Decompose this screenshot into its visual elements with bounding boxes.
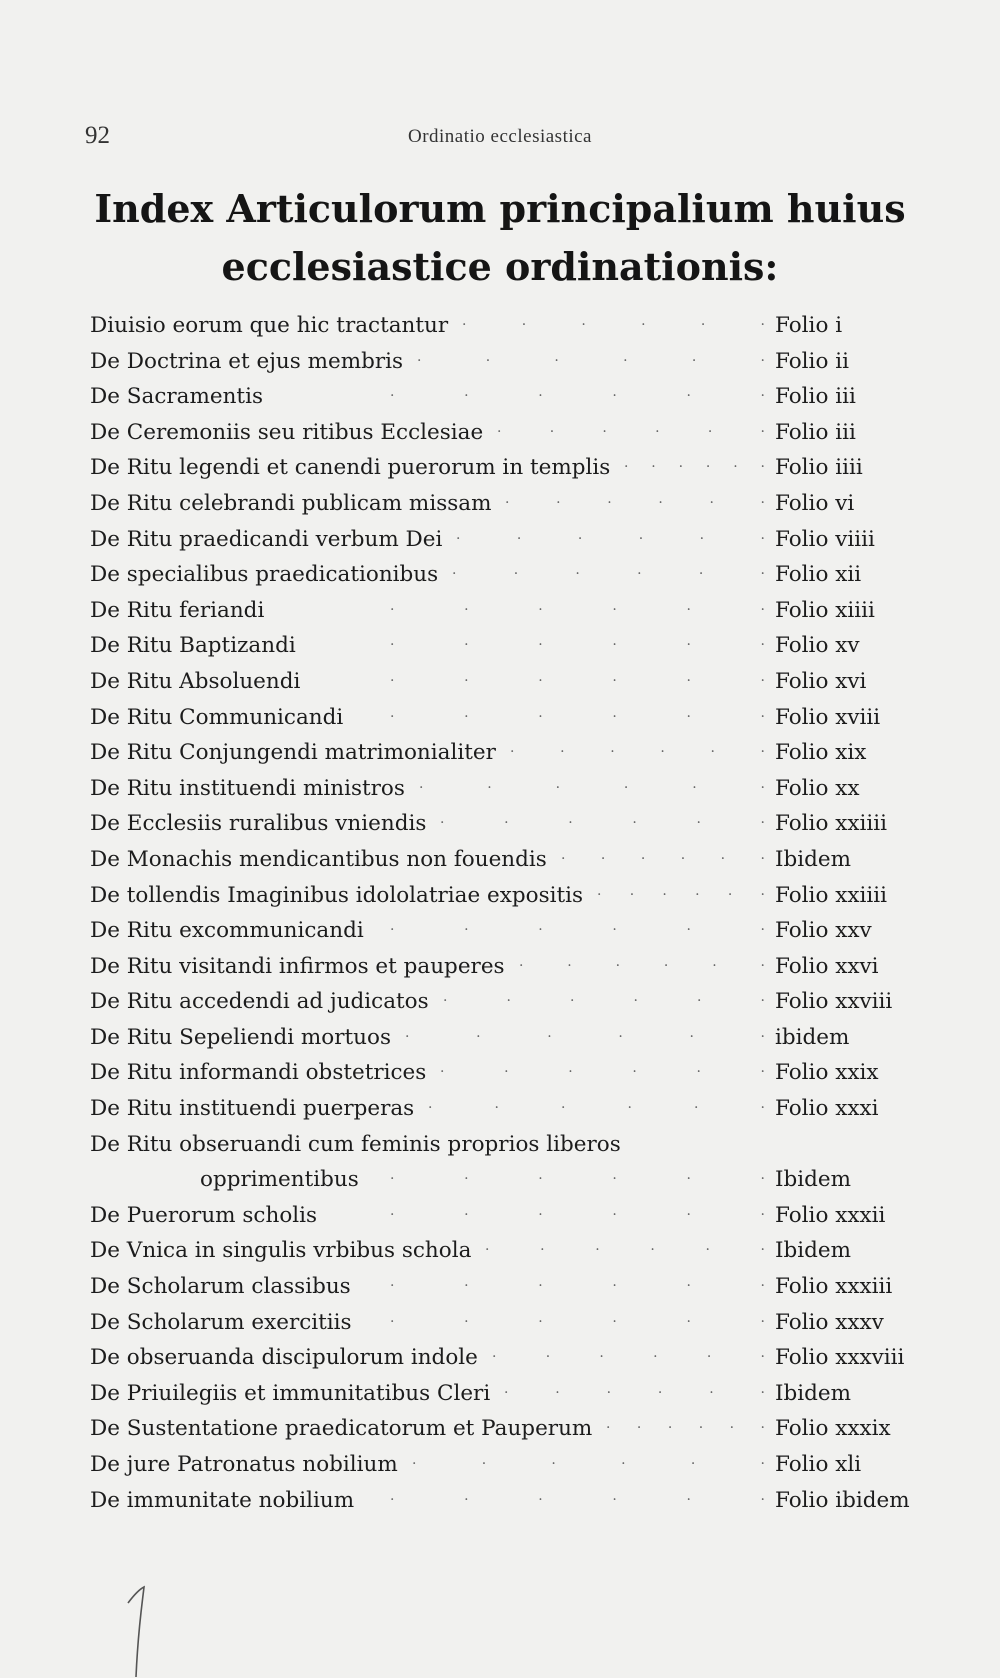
entry-title: De Scholarum exercitiis [90,1309,352,1335]
index-title [60,180,940,296]
entry-folio: Folio xx [775,775,860,801]
leader-dots: · · · · · · [390,1171,765,1188]
leader-dots: · · · · · · [504,1384,765,1401]
entry-folio: Folio ii [775,348,849,374]
entry-folio: Folio xxiiii [775,811,887,837]
index-entry [90,664,930,700]
index-entry [90,344,930,380]
entry-title: De Ritu informandi obstetrices [90,1060,427,1086]
leader-dots: · · · · · · [497,423,765,440]
page-number: 92 [85,122,110,149]
entry-title: De Ritu Communicandi [90,704,344,730]
entry-title: De Doctrina et ejus membris [90,348,404,374]
index-entry [90,1127,930,1163]
entry-title: De immunitate nobilium [90,1487,355,1513]
leader-dots: · · · · · · [505,494,765,511]
index-entry [90,557,930,593]
leader-dots: · · · · · · [390,1278,765,1295]
leader-dots: · · · · · · [519,957,765,974]
index-entry [90,1269,930,1305]
index-list [90,308,930,1518]
index-entry [90,522,930,558]
leader-dots: · · · · · · [440,815,765,832]
index-entry [90,1305,930,1341]
index-entry [90,450,930,486]
entry-folio: Folio iiii [775,455,863,481]
index-entry [90,878,930,914]
entry-title: De Priuilegiis et immunitatibus Cleri [90,1380,491,1406]
index-entry [90,379,930,415]
leader-dots: · · · · · · [405,1028,765,1045]
entry-folio: Folio xxvi [775,953,879,979]
entry-folio: Folio xiiii [775,597,875,623]
entry-folio: Ibidem [775,846,852,872]
entry-folio: Folio xxxviii [775,1345,905,1371]
index-entry [90,1340,930,1376]
entry-title: De Ecclesiis ruralibus vniendis [90,811,427,837]
leader-dots: · · · · · · [428,1100,765,1117]
page-header [0,122,1000,162]
index-entry [90,1091,930,1127]
entry-folio: Folio xix [775,740,867,766]
entry-title: De Ritu excommunicandi [90,918,364,944]
index-entry [90,1020,930,1056]
entry-folio: Folio iii [775,419,856,445]
entry-folio: Folio xxxi [775,1096,879,1122]
index-entry [90,486,930,522]
index-entry [90,1198,930,1234]
entry-title: De jure Patronatus nobilium [90,1452,398,1477]
entry-folio: Ibidem [775,1167,852,1193]
entry-folio: Folio xviii [775,704,881,730]
index-entry [90,949,930,985]
entry-folio: Ibidem [775,1380,852,1406]
entry-folio: Folio xxxv [775,1309,884,1335]
entry-folio: Folio xii [775,562,862,588]
entry-title: De tollendis Imaginibus idololatriae expositis [90,882,584,908]
entry-title: De specialibus praedicationibus [90,562,439,588]
index-entry [90,415,930,451]
entry-folio: Folio xxxiii [775,1274,893,1300]
entry-folio: Folio xxxix [775,1416,891,1442]
leader-dots: · · · · · · [492,1349,765,1366]
leader-dots: · · · · · · [456,530,765,547]
entry-title: De Ritu praedicandi verbum Dei [90,526,443,552]
index-entry [90,984,930,1020]
leader-dots: · · · · · · [390,1491,765,1508]
entry-folio: Folio i [775,313,843,338]
entry-title: De Ritu obseruandi cum feminis proprios liberos [90,1131,621,1157]
leader-dots: · · · · · · [452,566,765,583]
entry-title: De Ceremoniis seu ritibus Ecclesiae [90,419,484,445]
leader-dots: · · · · · · [417,352,765,369]
entry-title: De Ritu Baptizandi [90,633,296,659]
index-entry [90,842,930,878]
index-entry [90,1483,930,1519]
index-entry [90,771,930,807]
leader-dots: · · · · · · [390,1313,765,1330]
entry-title: De Ritu celebrandi publicam missam [90,490,492,516]
leader-dots: · · · · · · [390,922,765,939]
index-entry [90,1055,930,1091]
index-entry [90,1411,930,1447]
leader-dots: · · · · · · [419,779,765,796]
entry-title: De Sacramentis [90,384,263,410]
index-entry [90,1162,930,1198]
entry-folio: ibidem [775,1024,850,1050]
leader-dots: · · · · · · [440,1064,765,1081]
entry-folio: Folio vi [775,490,855,516]
entry-title: De Ritu Absoluendi [90,668,301,694]
entry-title: De Ritu Conjungendi matrimonialiter [90,740,496,766]
leader-dots: · · · · · · [390,388,765,405]
leader-dots: · · · · · · [390,601,765,618]
entry-title: opprimentibus [200,1167,359,1193]
entry-folio: Folio viiii [775,526,875,552]
entry-folio: Folio xv [775,633,860,659]
index-entry [90,735,930,771]
leader-dots: · · · · · · [390,708,765,725]
index-entry [90,1376,930,1412]
entry-title: De Ritu feriandi [90,597,265,623]
index-entry [90,700,930,736]
entry-title: De Puerorum scholis [90,1202,318,1228]
entry-title: De Vnica in singulis vrbibus schola [90,1238,472,1264]
index-entry [90,913,930,949]
index-title-line-2: ecclesiastice ordinationis: [221,244,779,289]
entry-title: De Ritu instituendi puerperas [90,1096,415,1122]
entry-title: De Ritu legendi et canendi puerorum in templis [90,455,611,481]
entry-title: De Sustentatione praedicatorum et Pauperum [90,1416,593,1442]
index-entry [90,308,930,344]
entry-folio: Folio xxix [775,1060,879,1086]
leader-dots: · · · · · · [443,993,765,1010]
entry-folio: Folio xxxii [775,1202,886,1228]
entry-folio: Folio ibidem [775,1487,910,1513]
index-entry [90,1447,930,1483]
running-head: Ordinatio ecclesiastica [407,126,592,147]
entry-folio: Folio xxv [775,918,872,944]
leader-dots: · · · · · · [597,886,765,903]
leader-dots: · · · · · · [561,850,765,867]
entry-title: De Ritu instituendi ministros [90,775,405,801]
leader-dots: · · · · · · [462,317,765,333]
entry-folio: Folio xli [775,1452,862,1477]
entry-title: Diuisio eorum que hic tractantur [90,313,449,338]
entry-title: De obseruanda discipulorum indole [90,1345,478,1371]
entry-title: De Ritu visitandi infirmos et pauperes [90,953,505,979]
index-title-line-1: Index Articulorum principalium huius [94,186,906,231]
leader-dots: · · · · · · [510,744,765,761]
entry-folio: Folio xxiiii [775,882,887,908]
index-entry [90,593,930,629]
entry-folio: Folio xvi [775,668,867,694]
entry-title: De Monachis mendicantibus non fouendis [90,846,547,872]
leader-dots: · · · · · · [390,637,765,654]
leader-dots: · · · · · · [412,1456,765,1472]
pencil-mark [118,1585,158,1678]
entry-folio: Ibidem [775,1238,852,1264]
leader-dots: · · · · · · [624,459,765,476]
leader-dots: · · · · · · [485,1242,765,1259]
leader-dots: · · · · · · [606,1420,765,1437]
leader-dots: · · · · · · [390,672,765,689]
index-entry [90,1233,930,1269]
entry-title: De Ritu accedendi ad judicatos [90,989,429,1015]
entry-title: De Ritu Sepeliendi mortuos [90,1024,391,1050]
entry-folio: Folio iii [775,384,856,410]
leader-dots: · · · · · · [390,1206,765,1223]
entry-title: De Scholarum classibus [90,1274,351,1300]
index-entry [90,806,930,842]
entry-folio: Folio xxviii [775,989,893,1015]
index-entry [90,628,930,664]
